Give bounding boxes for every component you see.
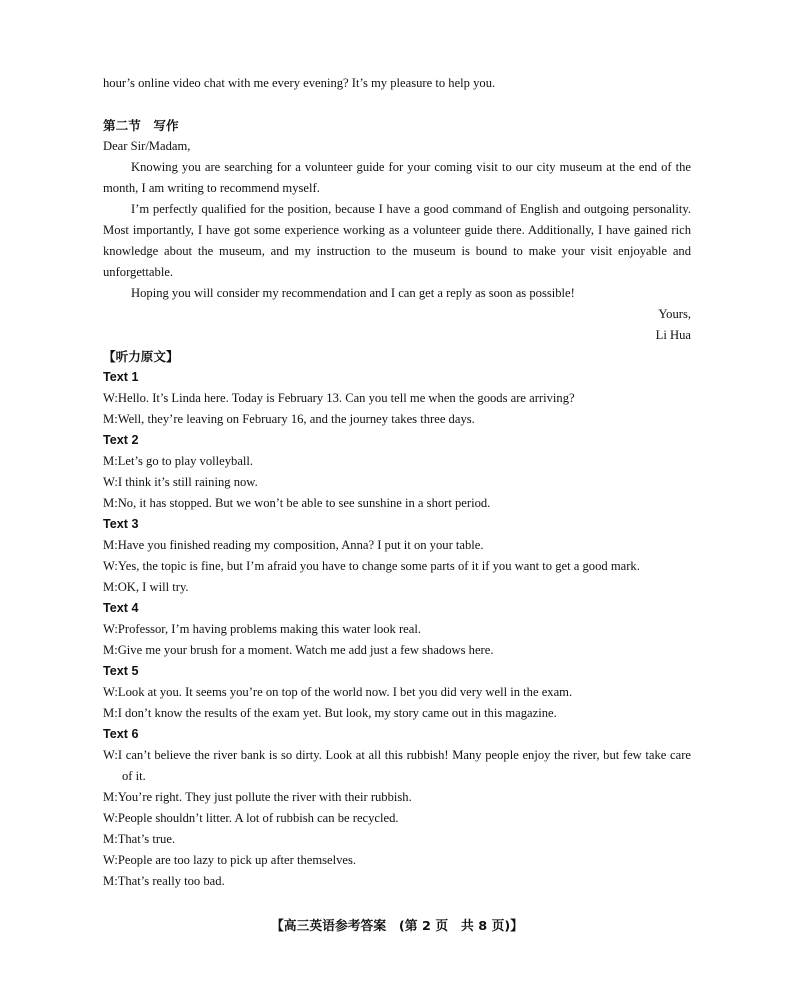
dialogue-line: W:People are too lazy to pick up after themselves. <box>103 853 357 867</box>
listening-title: 【听力原文】 <box>103 349 179 364</box>
continued-line: hour’s online video chat with me every evening? It’s my pleasure to help you. <box>103 76 496 90</box>
letter-closing: Yours, <box>658 307 691 321</box>
section-title: 第二节 写作 <box>103 118 179 133</box>
text-title: Text 1 <box>103 370 139 384</box>
text-title: Text 6 <box>103 727 139 741</box>
text-title: Text 5 <box>103 664 139 678</box>
letter-paragraph-3: Hoping you will consider my recommendation and I can get a reply as soon as possible! <box>131 286 575 300</box>
spacer <box>103 94 691 115</box>
dialogue-line: M:Give me your brush for a moment. Watch me add just a few shadows here. <box>103 643 494 657</box>
dialogue-line: W:Professor, I’m having problems making this water look real. <box>103 622 421 636</box>
text-title: Text 2 <box>103 433 139 447</box>
dialogue-line: M:No, it has stopped. But we won’t be able to see sunshine in a short period. <box>103 496 491 510</box>
page-content <box>103 73 691 892</box>
dialogue-line: W:Look at you. It seems you’re on top of the world now. I bet you did very well in the exam. <box>103 685 573 699</box>
dialogue-line: W:Yes, the topic is fine, but I’m afraid you have to change some parts of it if you want to get a good mark. <box>103 559 640 573</box>
dialogue-line: M:That’s really too bad. <box>103 874 225 888</box>
listening-texts <box>103 367 691 892</box>
letter-signature: Li Hua <box>655 328 691 342</box>
dialogue-line: W:People shouldn’t litter. A lot of rubbish can be recycled. <box>103 811 399 825</box>
dialogue-line: W:I can’t believe the river bank is so dirty. Look at all this rubbish! Many people enjoy the river, but few take care of it. <box>103 748 691 783</box>
dialogue-line: M:OK, I will try. <box>103 580 189 594</box>
dialogue-line: W:I think it’s still raining now. <box>103 475 258 489</box>
dialogue-line: M:That’s true. <box>103 832 176 846</box>
dialogue-line: M:Let’s go to play volleyball. <box>103 454 254 468</box>
letter-paragraph-1: Knowing you are searching for a volunteer guide for your coming visit to our city museum at the end of the month, I am writing to recommend myself. <box>103 160 691 195</box>
letter-salutation: Dear Sir/Madam, <box>103 139 191 153</box>
letter-paragraph-2: I’m perfectly qualified for the position, because I have a good command of English and outgoing personality. Most importantly, I have got some experience working as a volunteer guide there. Additionally, I have gained rich knowledge about the museum, and my instruction to the museum is bound to make your visit enjoyable and unforgettable. <box>103 202 691 279</box>
dialogue-line: M:You’re right. They just pollute the river with their rubbish. <box>103 790 412 804</box>
page-footer: 【高三英语参考答案 (第 2 页 共 8 页)】 <box>270 919 524 934</box>
dialogue-line: M:Have you finished reading my composition, Anna? I put it on your table. <box>103 538 484 552</box>
dialogue-line: W:Hello. It’s Linda here. Today is February 13. Can you tell me when the goods are arriving? <box>103 391 575 405</box>
text-title: Text 3 <box>103 517 139 531</box>
dialogue-line: M:I don’t know the results of the exam yet. But look, my story came out in this magazine. <box>103 706 557 720</box>
dialogue-line: M:Well, they’re leaving on February 16, and the journey takes three days. <box>103 412 475 426</box>
text-title: Text 4 <box>103 601 139 615</box>
